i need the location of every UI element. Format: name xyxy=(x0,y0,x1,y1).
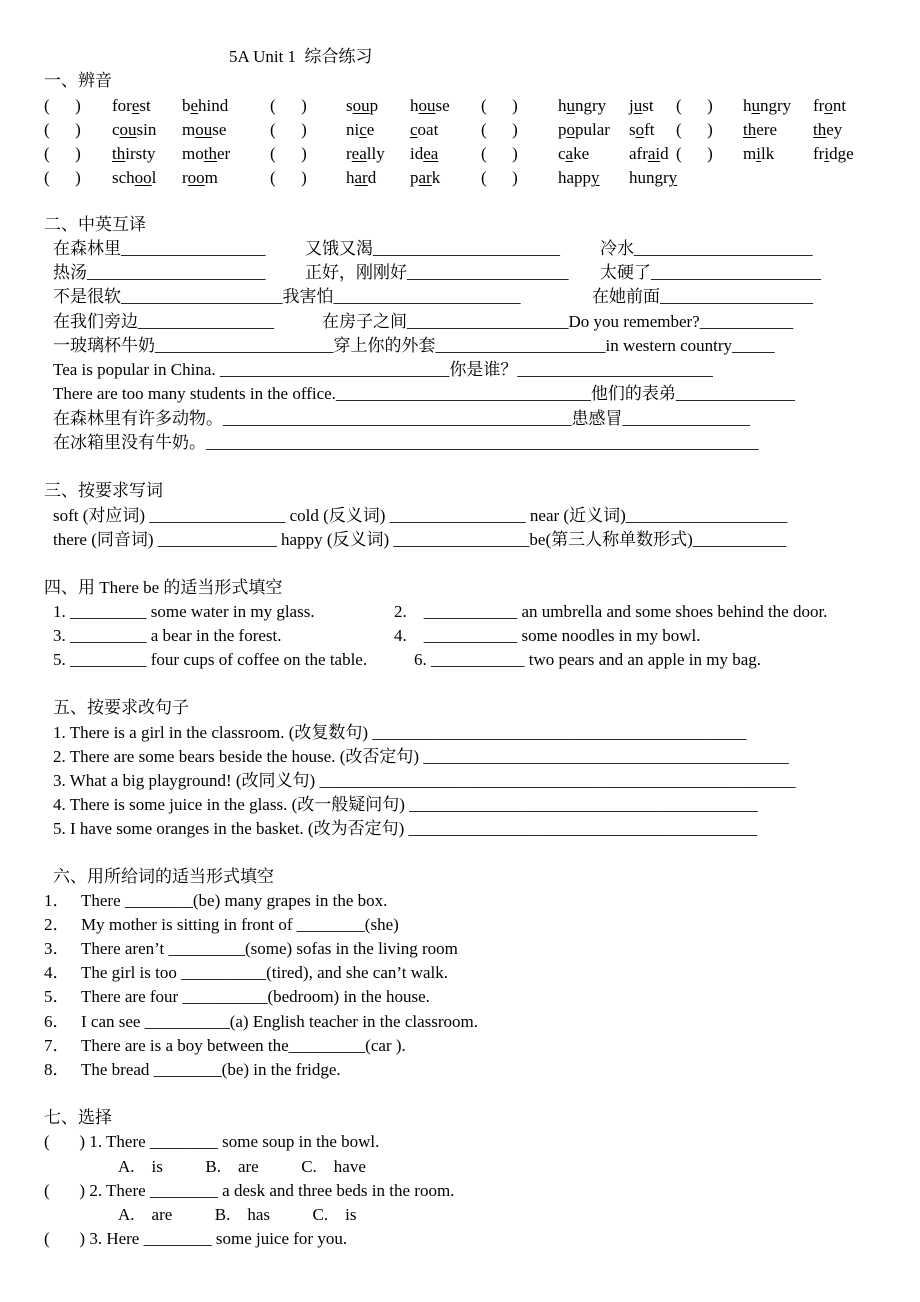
answer-paren: ( ) xyxy=(676,144,713,163)
word-part: h xyxy=(410,96,419,115)
word-part: hungr xyxy=(629,168,669,187)
word-task-line: soft (对应词) ________________ cold (反义词) ________________ near (近义词)___________________ xyxy=(53,506,788,525)
item-number: 1． xyxy=(44,891,70,910)
rewrite-item: 2. There are some bears beside the house. (改否定句) ___________________________________________ xyxy=(53,747,789,766)
answer-paren: ( ) xyxy=(270,120,307,139)
item-number: 2． xyxy=(44,915,70,935)
item-sentence: The girl is too __________(tired), and she can’t walk. xyxy=(81,963,448,983)
section-3-heading: 三、按要求写词 xyxy=(44,481,163,500)
word-part: fr xyxy=(813,144,825,163)
phonics-word xyxy=(558,120,610,140)
section-1-heading: 一、辨音 xyxy=(44,71,112,90)
answer-paren: ( ) xyxy=(676,96,713,115)
word-part: for xyxy=(112,96,132,115)
translation-item: 在房子之间___________________Do you remember?___________ xyxy=(322,312,794,331)
underlined-letters: ar xyxy=(354,168,368,187)
fill-item: 2. ___________ an umbrella and some shoes behind the door. xyxy=(394,602,828,621)
phonics-word xyxy=(182,144,230,164)
translation-item: Tea is popular in China. ___________________________你是谁？_______________________ xyxy=(53,360,713,379)
word-part: st xyxy=(139,96,151,115)
phonics-word xyxy=(813,96,846,116)
word-part: id xyxy=(410,144,424,163)
translation-item: There are too many students in the office.______________________________他们的表弟______________ xyxy=(53,384,795,403)
word-part: p xyxy=(410,168,419,187)
word-part: l xyxy=(151,168,157,187)
rewrite-item: 1. There is a girl in the classroom. (改复数句) ____________________________________________ xyxy=(53,723,747,742)
word-part: c xyxy=(112,120,120,139)
underlined-letters: ou xyxy=(418,96,436,115)
word-part: mo xyxy=(182,144,204,163)
translation-item: 冷水_____________________ xyxy=(600,239,813,258)
translation-item: 在森林里_________________ xyxy=(53,239,266,258)
word-part: p xyxy=(558,120,567,139)
word-part: happ xyxy=(558,168,592,187)
item-number: 6． xyxy=(44,1011,70,1031)
word-part: ni xyxy=(346,120,360,139)
phonics-word xyxy=(743,96,791,116)
translation-item: 热汤_____________________ xyxy=(53,263,266,282)
phonics-word xyxy=(410,120,438,140)
phonics-word xyxy=(182,120,226,140)
phonics-word xyxy=(558,168,600,188)
word-part: s xyxy=(629,120,636,139)
word-part: ere xyxy=(756,120,777,139)
underlined-letters: th xyxy=(743,120,757,139)
fill-item: 1. _________ some water in my glass. xyxy=(53,602,315,621)
choice-options: A. are B. has C. is xyxy=(118,1205,357,1224)
underlined-letters: y xyxy=(591,168,600,187)
answer-paren: ( ) xyxy=(44,120,81,139)
word-part: m xyxy=(743,144,757,163)
fill-item: 5. _________ four cups of coffee on the table. xyxy=(53,650,368,669)
rewrite-item: 3. What a big playground! (改同义句) ________________________________________________________ xyxy=(53,771,796,790)
phonics-word xyxy=(629,144,669,164)
word-part: d xyxy=(660,144,669,163)
word-part: m xyxy=(204,168,218,187)
underlined-letters: c xyxy=(410,120,418,139)
answer-paren: ( ) xyxy=(481,120,518,139)
word-part: se xyxy=(212,120,227,139)
word-part: pular xyxy=(575,120,610,139)
fill-item: 3. _________ a bear in the forest. xyxy=(53,626,282,645)
underlined-letters: o xyxy=(566,120,575,139)
choice-question: ( ) 1. There ________ some soup in the bowl. xyxy=(44,1132,380,1151)
underlined-letters: u xyxy=(751,96,760,115)
underlined-letters: th xyxy=(112,144,126,163)
answer-paren: ( ) xyxy=(44,144,81,163)
phonics-word xyxy=(112,120,156,140)
word-part: lk xyxy=(760,144,775,163)
phonics-word xyxy=(112,168,156,188)
item-sentence: There are is a boy between the_________(car ). xyxy=(81,1035,406,1055)
underlined-letters: ea xyxy=(351,144,367,163)
rewrite-item: 5. I have some oranges in the basket. (改为否定句) _________________________________________ xyxy=(53,819,757,838)
answer-paren: ( ) xyxy=(270,144,307,163)
item-number: 5． xyxy=(44,987,70,1007)
word-part: ngry xyxy=(760,96,792,115)
underlined-letters: th xyxy=(203,144,217,163)
underlined-letters: y xyxy=(668,168,678,187)
underlined-letters: o xyxy=(824,96,833,115)
word-part: r xyxy=(346,144,352,163)
section-4-heading: 四、用 There be 的适当形式填空 xyxy=(44,578,283,597)
underlined-letters: ea xyxy=(423,144,439,163)
phonics-word xyxy=(182,168,218,188)
underlined-letters: e xyxy=(190,96,199,115)
underlined-letters: th xyxy=(813,120,827,139)
word-part: j xyxy=(629,96,634,115)
word-part: ey xyxy=(826,120,843,139)
translation-item: 一玻璃杯牛奶_____________________穿上你的外套____________________in western country_____ xyxy=(53,336,775,355)
word-part: k xyxy=(431,168,441,187)
word-part: se xyxy=(435,96,450,115)
underlined-letters: ou xyxy=(119,120,137,139)
choice-question: ( ) 3. Here ________ some juice for you. xyxy=(44,1229,348,1248)
item-sentence: I can see __________(a) English teacher in the classroom. xyxy=(81,1011,479,1031)
section-5-heading: 五、按要求改句子 xyxy=(53,698,189,717)
word-part: m xyxy=(182,120,196,139)
item-number: 8． xyxy=(44,1059,70,1079)
phonics-word xyxy=(813,144,854,164)
phonics-word xyxy=(558,96,606,116)
underlined-letters: ar xyxy=(418,168,432,187)
word-part: d xyxy=(367,168,377,187)
word-part: p xyxy=(369,96,379,115)
word-part: h xyxy=(346,168,355,187)
word-part: nt xyxy=(832,96,847,115)
fill-item: 4. ___________ some noodles in my bowl. xyxy=(394,626,701,645)
item-sentence: There aren’t _________(some) sofas in the living room xyxy=(81,939,458,959)
phonics-word xyxy=(629,168,677,188)
underlined-letters: ou xyxy=(195,120,213,139)
phonics-word xyxy=(813,120,842,140)
phonics-word xyxy=(410,168,440,188)
word-part: b xyxy=(182,96,191,115)
underlined-letters: c xyxy=(359,120,367,139)
answer-paren: ( ) xyxy=(481,168,518,187)
fill-item: 6. ___________ two pears and an apple in my bag. xyxy=(414,650,762,669)
answer-paren: ( ) xyxy=(270,168,307,187)
phonics-word xyxy=(410,144,438,164)
phonics-word xyxy=(743,120,777,140)
word-part: c xyxy=(558,144,566,163)
word-part: sch xyxy=(112,168,135,187)
underlined-letters: i xyxy=(756,144,761,163)
word-part: s xyxy=(346,96,353,115)
translation-item: 又饿又渴______________________ xyxy=(305,239,560,258)
translation-item: 在冰箱里没有牛奶。_________________________________________________________________ xyxy=(53,433,759,452)
phonics-word xyxy=(182,96,228,116)
underlined-letters: ou xyxy=(352,96,370,115)
section-6-heading: 六、用所给词的适当形式填空 xyxy=(53,867,274,886)
underlined-letters: oo xyxy=(134,168,152,187)
choice-options: A. is B. are C. have xyxy=(118,1157,366,1176)
answer-paren: ( ) xyxy=(44,168,81,187)
phonics-word xyxy=(112,144,155,164)
phonics-word xyxy=(629,96,654,116)
item-number: 4． xyxy=(44,963,70,983)
phonics-word xyxy=(743,144,774,164)
word-part: r xyxy=(182,168,188,187)
answer-paren: ( ) xyxy=(481,96,518,115)
underlined-letters: ai xyxy=(647,144,661,163)
phonics-word xyxy=(410,96,450,116)
item-number: 7． xyxy=(44,1035,70,1055)
rewrite-item: 4. There is some juice in the glass. (改一般疑问句) _________________________________________ xyxy=(53,795,758,814)
translation-item: 太硬了____________________ xyxy=(600,263,821,282)
translation-item: 在我们旁边________________ xyxy=(53,312,274,331)
phonics-word xyxy=(346,168,376,188)
word-part: ke xyxy=(573,144,590,163)
word-part: e xyxy=(366,120,375,139)
phonics-word xyxy=(346,96,378,116)
translation-item: 正好，刚刚好___________________ xyxy=(305,263,569,282)
choice-question: ( ) 2. There ________ a desk and three beds in the room. xyxy=(44,1181,455,1200)
section-7-heading: 七、选择 xyxy=(44,1108,112,1127)
word-part: lly xyxy=(366,144,385,163)
phonics-word xyxy=(112,96,151,116)
word-part: hind xyxy=(198,96,229,115)
item-sentence: There are four __________(bedroom) in the house. xyxy=(81,987,430,1007)
answer-paren: ( ) xyxy=(270,96,307,115)
underlined-letters: oo xyxy=(187,168,205,187)
underlined-letters: a xyxy=(565,144,574,163)
answer-paren: ( ) xyxy=(44,96,81,115)
item-sentence: My mother is sitting in front of ________(she) xyxy=(81,915,399,935)
word-part: ngry xyxy=(575,96,607,115)
underlined-letters: u xyxy=(633,96,643,115)
word-part: h xyxy=(743,96,752,115)
word-part: st xyxy=(642,96,654,115)
phonics-word xyxy=(346,120,374,140)
translation-item: 在她前面__________________ xyxy=(592,287,813,306)
phonics-word xyxy=(629,120,655,140)
underlined-letters: e xyxy=(131,96,140,115)
word-part: er xyxy=(216,144,231,163)
item-sentence: There ________(be) many grapes in the box. xyxy=(81,891,388,910)
word-part: afr xyxy=(629,144,648,163)
word-part: sin xyxy=(136,120,157,139)
item-number: 3． xyxy=(44,939,70,959)
word-task-line: there (同音词) ______________ happy (反义词) ________________be(第三人称单数形式)___________ xyxy=(53,530,787,549)
page-title: 5A Unit 1 综合练习 xyxy=(229,47,373,66)
word-part: h xyxy=(558,96,567,115)
word-part: oat xyxy=(417,120,439,139)
translation-item: 在森林里有许多动物。_________________________________________患感冒_______________ xyxy=(53,409,750,428)
section-2-heading: 二、中英互译 xyxy=(44,215,146,234)
translation-item: 不是很软___________________我害怕______________________ xyxy=(53,287,521,306)
phonics-word xyxy=(558,144,589,164)
answer-paren: ( ) xyxy=(676,120,713,139)
word-part: fr xyxy=(813,96,825,115)
underlined-letters: o xyxy=(635,120,645,139)
word-part: dge xyxy=(829,144,854,163)
phonics-word xyxy=(346,144,385,164)
item-sentence: The bread ________(be) in the fridge. xyxy=(81,1059,341,1079)
underlined-letters: u xyxy=(566,96,575,115)
word-part: irsty xyxy=(125,144,156,163)
answer-paren: ( ) xyxy=(481,144,518,163)
word-part: ft xyxy=(644,120,655,139)
underlined-letters: i xyxy=(824,144,830,163)
